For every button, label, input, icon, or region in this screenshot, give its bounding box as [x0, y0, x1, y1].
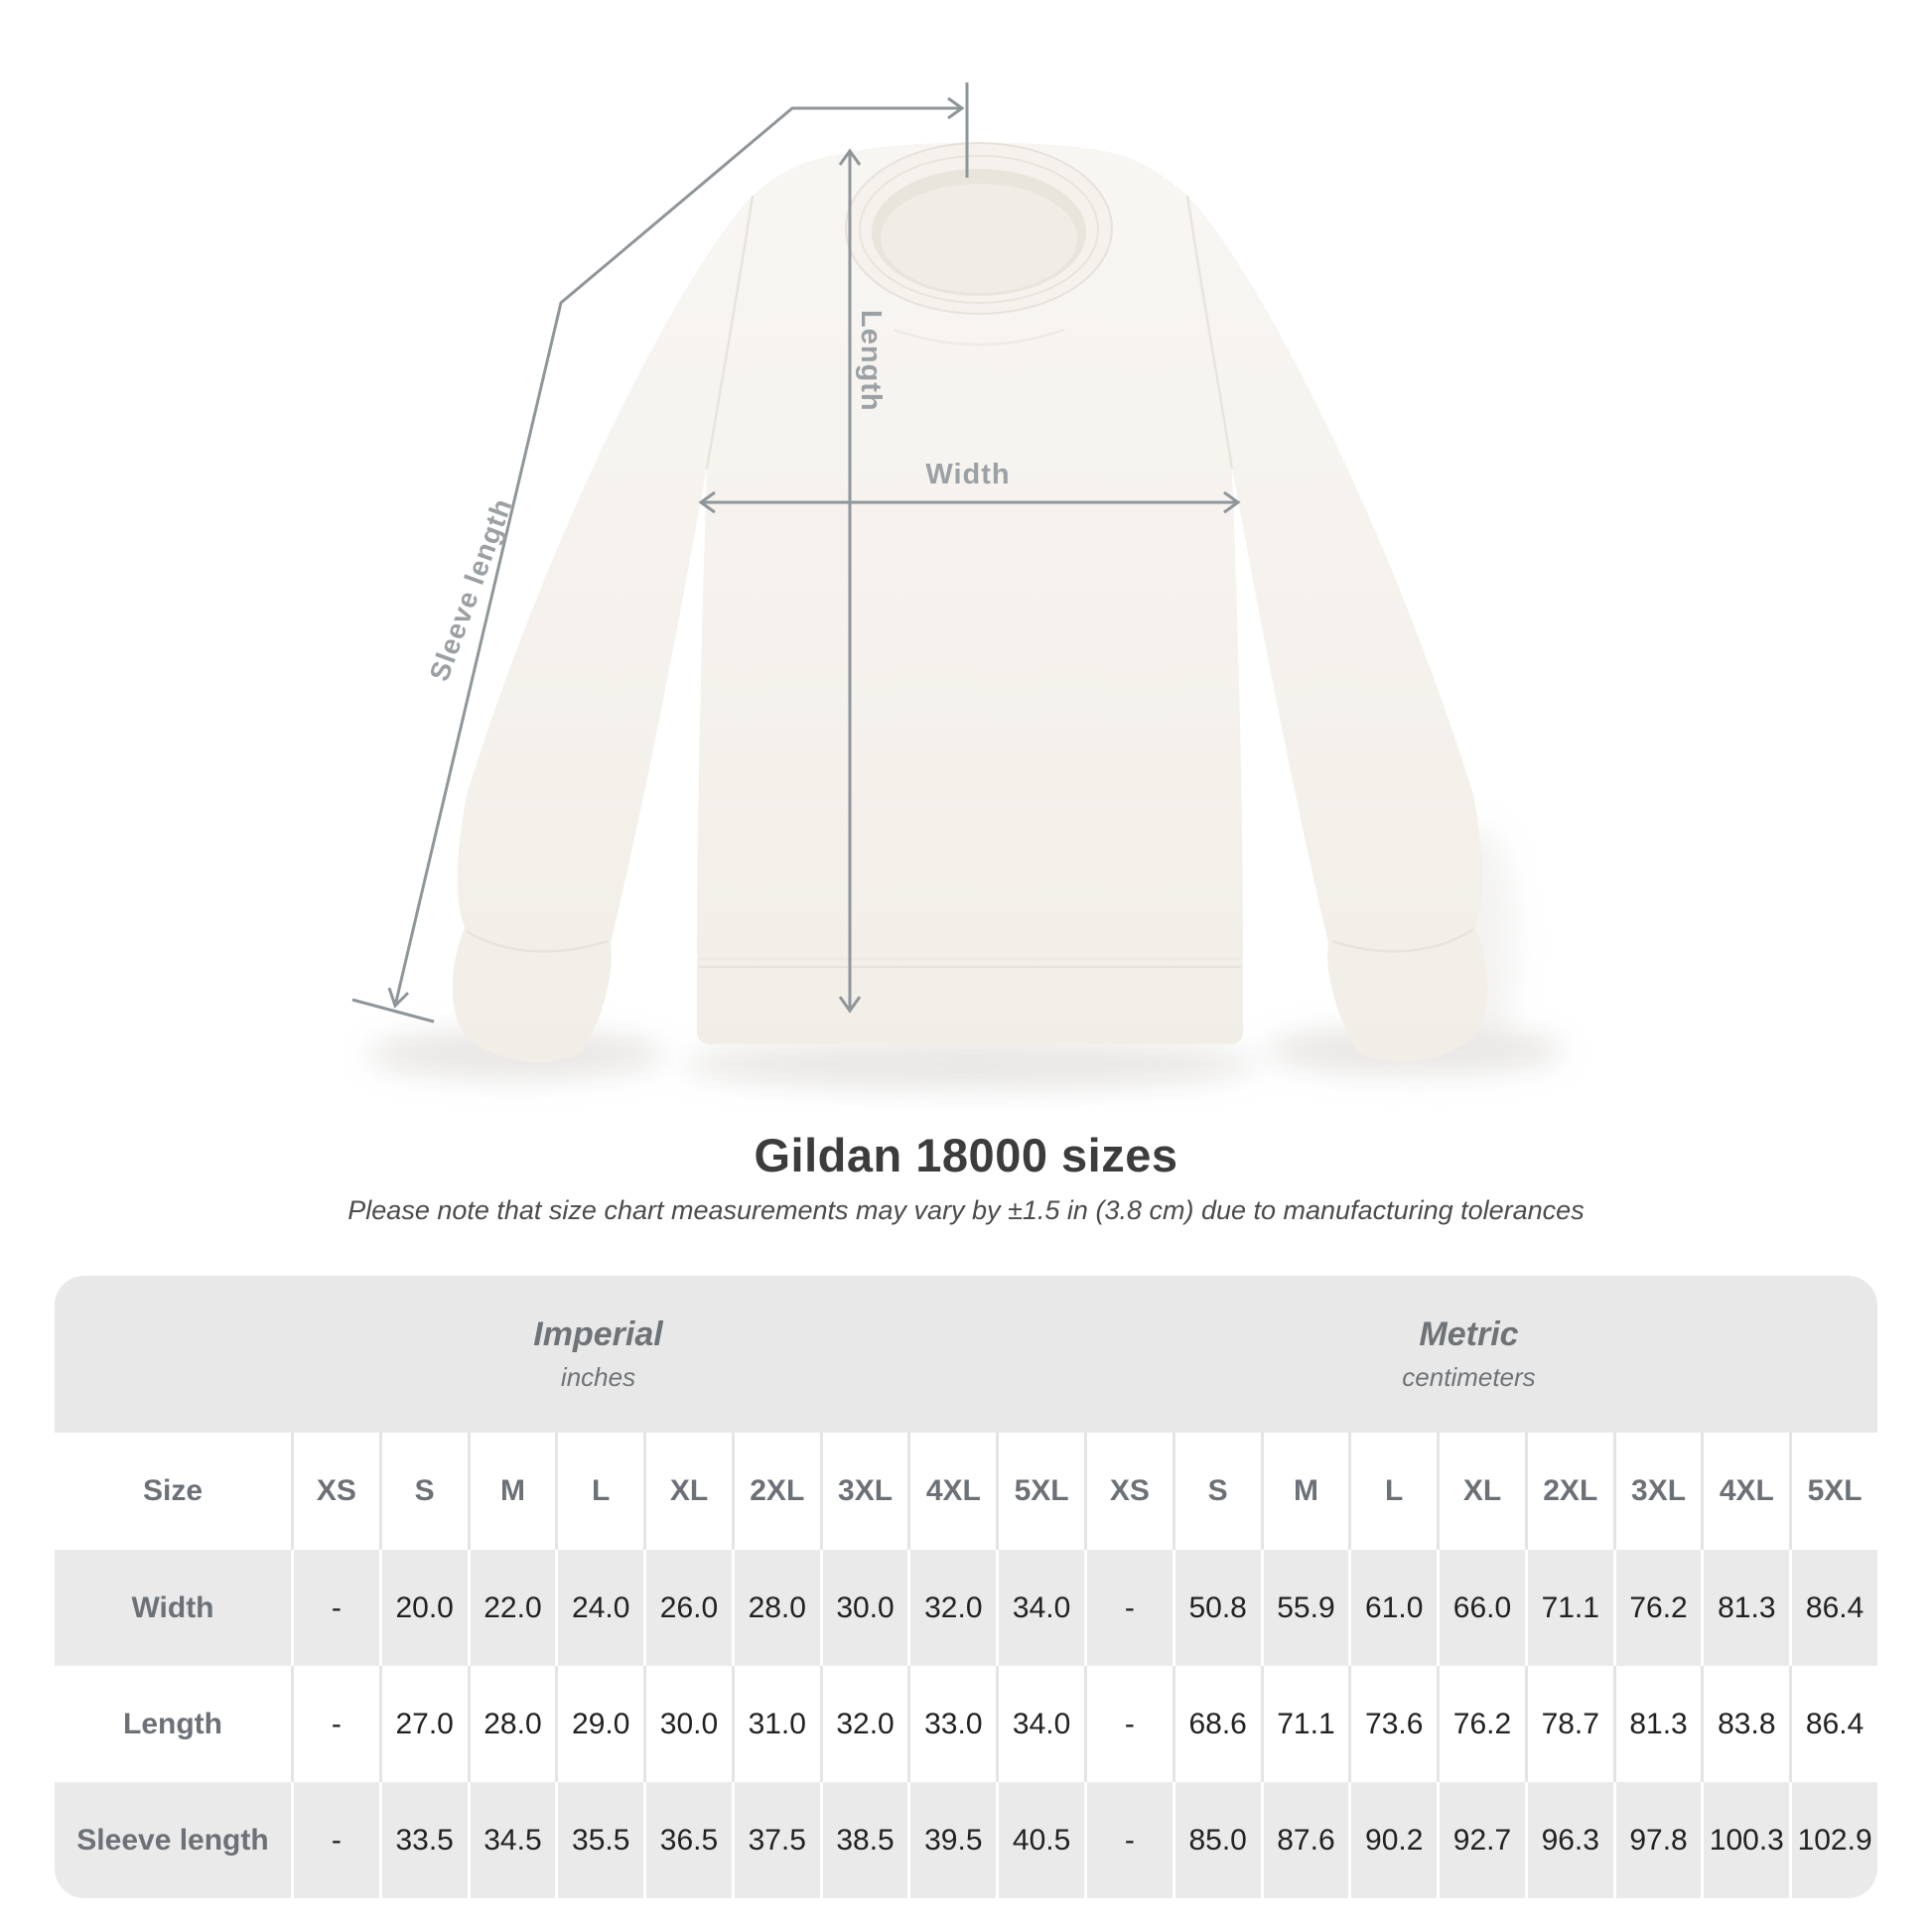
- size-header-row: [55, 1433, 1877, 1550]
- measurement-value: 22.0: [468, 1550, 556, 1666]
- measurement-value: 55.9: [1261, 1550, 1349, 1666]
- table-row: [55, 1782, 1877, 1898]
- size-corner-header: Size: [142, 1474, 204, 1507]
- size-column-header: 2XL: [732, 1433, 820, 1550]
- metric-section-header: [1084, 1276, 1877, 1433]
- size-column-header: 4XL: [907, 1433, 996, 1550]
- measurement-value: -: [291, 1782, 379, 1898]
- measurement-value: 76.2: [1613, 1550, 1702, 1666]
- measurement-value: 83.8: [1701, 1666, 1789, 1782]
- size-column-header: XL: [643, 1433, 732, 1550]
- measurement-value: 73.6: [1348, 1666, 1437, 1782]
- measurement-value: -: [1084, 1666, 1173, 1782]
- row-label: Sleeve length: [76, 1823, 269, 1857]
- metric-label: Metric: [1419, 1315, 1519, 1353]
- measurement-value: -: [291, 1550, 379, 1666]
- imperial-unit-label: inches: [560, 1362, 636, 1392]
- size-column-header: 5XL: [1789, 1433, 1877, 1550]
- unit-band: [55, 1276, 1877, 1433]
- size-column-header: 2XL: [1525, 1433, 1613, 1550]
- measurement-value: 81.3: [1701, 1550, 1789, 1666]
- measurement-value: 32.0: [820, 1666, 908, 1782]
- measurement-value: 90.2: [1348, 1782, 1437, 1898]
- measurement-value: 78.7: [1525, 1666, 1613, 1782]
- collar: [846, 143, 1112, 314]
- length-label: Length: [855, 310, 887, 412]
- size-grid: [55, 1433, 1877, 1898]
- measurement-value: 97.8: [1613, 1782, 1702, 1898]
- size-column-header: 3XL: [820, 1433, 908, 1550]
- measurement-value: 27.0: [379, 1666, 468, 1782]
- measurement-value: 61.0: [1348, 1550, 1437, 1666]
- measurement-value: 50.8: [1173, 1550, 1261, 1666]
- measurement-value: 35.5: [555, 1782, 643, 1898]
- measurement-value: 85.0: [1173, 1782, 1261, 1898]
- measurement-value: 34.0: [996, 1550, 1084, 1666]
- size-column-header: XS: [1084, 1433, 1173, 1550]
- measurement-value: 33.5: [379, 1782, 468, 1898]
- measurement-value: 86.4: [1789, 1666, 1877, 1782]
- measurement-value: 30.0: [820, 1550, 908, 1666]
- measurement-value: 92.7: [1437, 1782, 1525, 1898]
- size-column-header: 4XL: [1701, 1433, 1789, 1550]
- size-chart-table: [55, 1276, 1877, 1898]
- row-label: Width: [131, 1590, 214, 1624]
- table-row: [55, 1666, 1877, 1782]
- measurement-value: 81.3: [1613, 1666, 1702, 1782]
- size-column-header: L: [555, 1433, 643, 1550]
- measurement-value: -: [1084, 1550, 1173, 1666]
- measurement-value: 24.0: [555, 1550, 643, 1666]
- measurement-value: 68.6: [1173, 1666, 1261, 1782]
- measurement-value: 29.0: [555, 1666, 643, 1782]
- measurement-value: 96.3: [1525, 1782, 1613, 1898]
- measurement-value: 71.1: [1261, 1666, 1349, 1782]
- measurement-value: -: [291, 1666, 379, 1782]
- measurement-value: 26.0: [643, 1550, 732, 1666]
- measurement-value: 20.0: [379, 1550, 468, 1666]
- size-column-header: L: [1348, 1433, 1437, 1550]
- measurement-value: 34.5: [468, 1782, 556, 1898]
- measurement-value: 28.0: [732, 1550, 820, 1666]
- measurement-value: 76.2: [1437, 1666, 1525, 1782]
- measurement-value: 37.5: [732, 1782, 820, 1898]
- page-title: Gildan 18000 sizes: [754, 1129, 1178, 1181]
- measurement-value: 71.1: [1525, 1550, 1613, 1666]
- measurement-value: 34.0: [996, 1666, 1084, 1782]
- measurement-value: 33.0: [907, 1666, 996, 1782]
- measurement-value: 100.3: [1701, 1782, 1789, 1898]
- measurement-value: 39.5: [907, 1782, 996, 1898]
- measurement-value: 102.9: [1789, 1782, 1877, 1898]
- measurement-value: 36.5: [643, 1782, 732, 1898]
- measurement-value: 31.0: [732, 1666, 820, 1782]
- row-label: Length: [123, 1707, 222, 1740]
- measurement-value: 86.4: [1789, 1550, 1877, 1666]
- sleeve-length-label: Sleeve length: [423, 493, 518, 686]
- measurement-value: 32.0: [907, 1550, 996, 1666]
- imperial-section-header: [55, 1276, 1084, 1433]
- size-column-header: 3XL: [1613, 1433, 1702, 1550]
- size-column-header: XL: [1437, 1433, 1525, 1550]
- measurement-value: 40.5: [996, 1782, 1084, 1898]
- measurement-value: 30.0: [643, 1666, 732, 1782]
- imperial-label: Imperial: [533, 1315, 663, 1353]
- measurement-value: 66.0: [1437, 1550, 1525, 1666]
- table-row: [55, 1550, 1877, 1666]
- size-column-header: M: [1261, 1433, 1349, 1550]
- metric-unit-label: centimeters: [1402, 1362, 1536, 1392]
- measurement-value: -: [1084, 1782, 1173, 1898]
- measurement-value: 38.5: [820, 1782, 908, 1898]
- size-column-header: S: [1173, 1433, 1261, 1550]
- size-column-header: XS: [291, 1433, 379, 1550]
- size-column-header: 5XL: [996, 1433, 1084, 1550]
- tolerance-note: Please note that size chart measurements may vary by ±1.5 in (3.8 cm) due to manufacturing tolerances: [347, 1195, 1585, 1225]
- size-column-header: S: [379, 1433, 468, 1550]
- width-label: Width: [925, 459, 1011, 490]
- size-column-header: M: [468, 1433, 556, 1550]
- measurement-value: 28.0: [468, 1666, 556, 1782]
- measurement-value: 87.6: [1261, 1782, 1349, 1898]
